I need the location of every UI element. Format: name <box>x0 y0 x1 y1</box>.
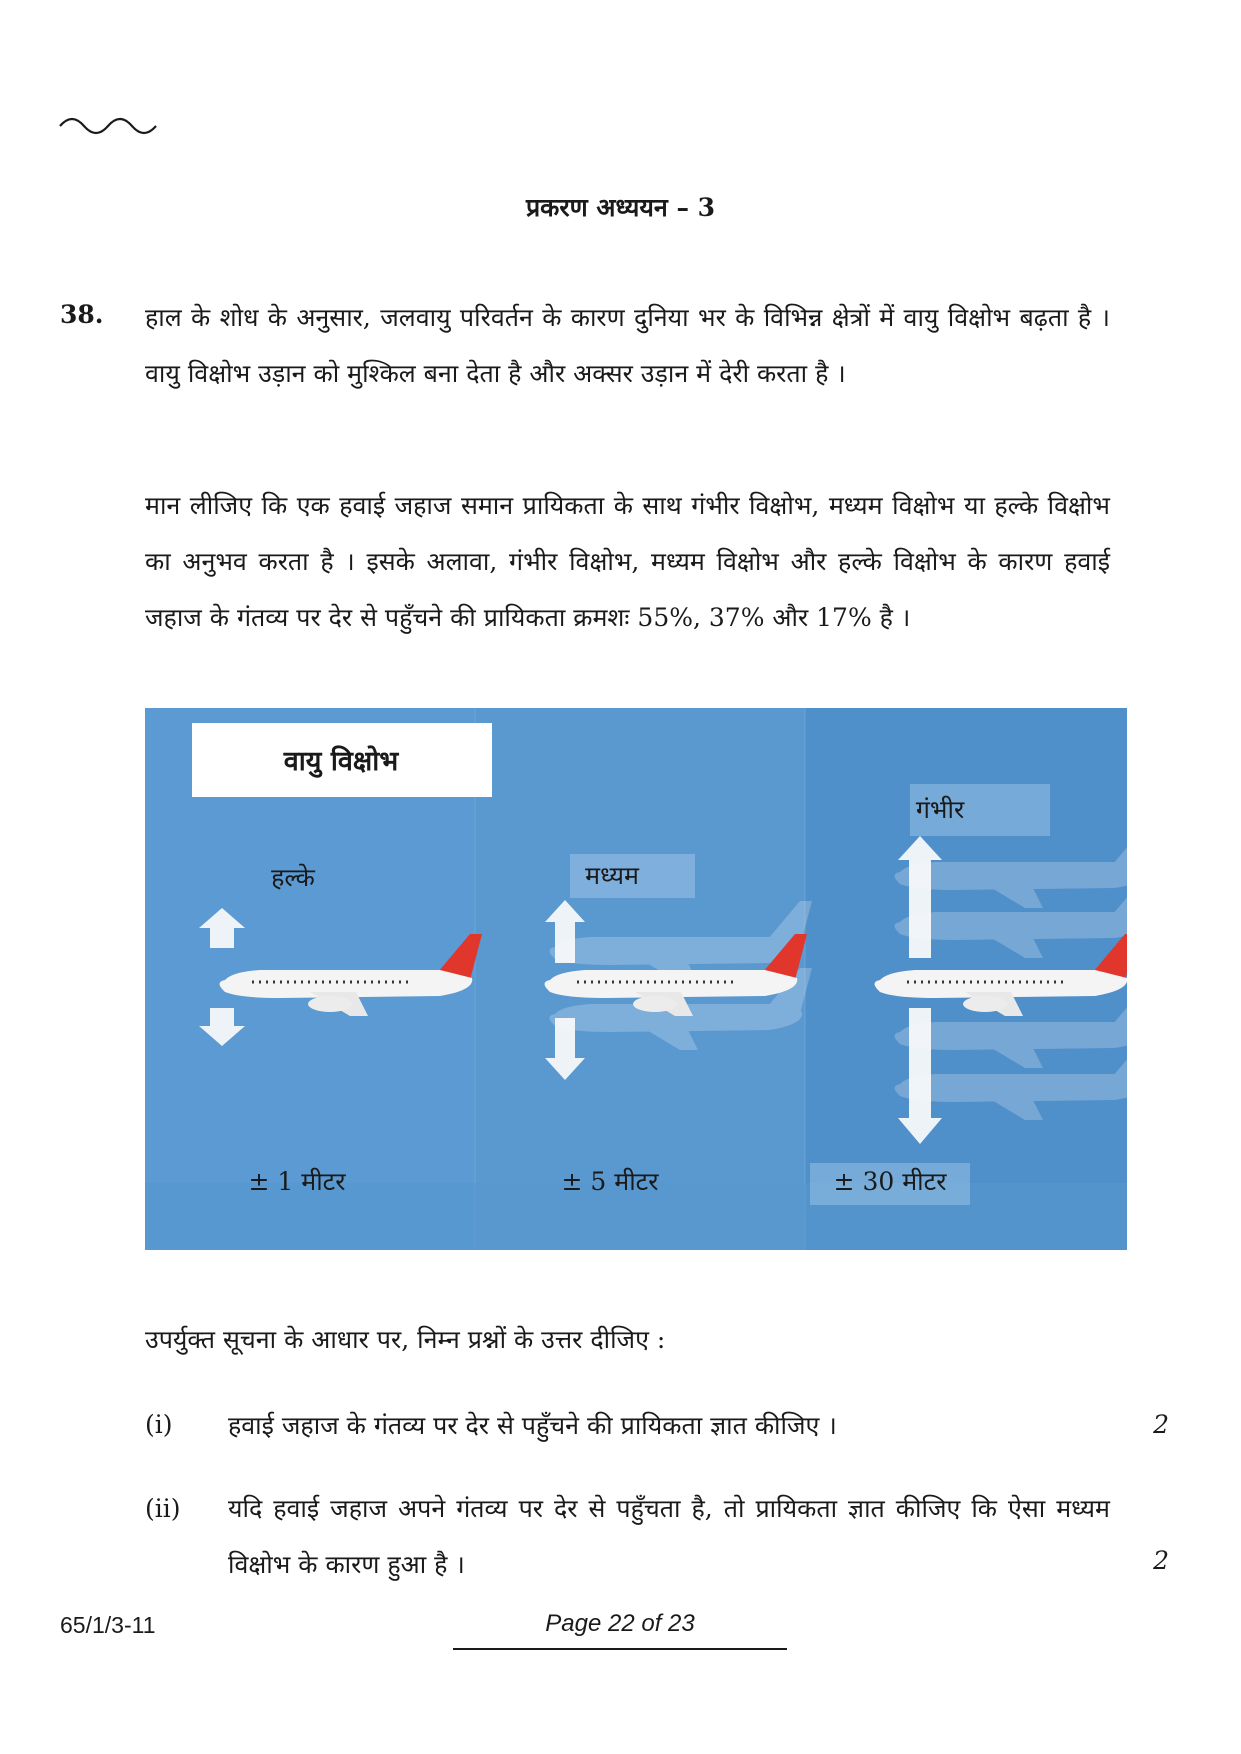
footer-divider <box>453 1648 787 1650</box>
paper-code: 65/1/3-11 <box>60 1612 156 1638</box>
subquestion-1-text: हवाई जहाज के गंतव्य पर देर से पहुँचने की प्रायिकता ज्ञात कीजिए । <box>228 1411 837 1440</box>
subquestion-2-marks: 2 <box>1153 1546 1169 1575</box>
instruction-text: उपर्युक्त सूचना के आधार पर, निम्न प्रश्नों के उत्तर दीजिए : <box>145 1325 666 1354</box>
panel-severe-range: ± 30 मीटर <box>833 1167 947 1196</box>
panel-moderate-label: मध्यम <box>585 861 639 890</box>
wavy-line-icon <box>58 108 162 138</box>
subquestion-1-marks: 2 <box>1153 1410 1169 1439</box>
subquestion-2-text: यदि हवाई जहाज अपने गंतव्य पर देर से पहुँचता है, तो प्रायिकता ज्ञात कीजिए कि ऐसा मध्यम विक्षोभ के कारण हुआ है । <box>228 1494 1110 1579</box>
panel-severe-label: गंभीर <box>915 795 965 824</box>
subquestion-2-label: (ii) <box>145 1494 181 1523</box>
figure-title: वायु विक्षोभ <box>283 746 399 777</box>
panel-moderate-range: ± 5 मीटर <box>561 1167 659 1196</box>
question-number: 38. <box>60 300 104 329</box>
section-heading: प्रकरण अध्ययन – 3 <box>525 193 716 222</box>
subquestion-1-label: (i) <box>145 1410 173 1439</box>
panel-light-range: ± 1 मीटर <box>248 1167 346 1196</box>
panel-light-label: हल्के <box>271 863 315 892</box>
question-paragraph-1: हाल के शोध के अनुसार, जलवायु परिवर्तन के कारण दुनिया भर के विभिन्न क्षेत्रों में वायु विक्षोभ बढ़ता है । वायु विक्षोभ उड़ान को मुश्किल बना देता है और अक्सर उड़ान में देरी करता है । <box>145 303 1110 388</box>
question-paragraph-2: मान लीजिए कि एक हवाई जहाज समान प्रायिकता के साथ गंभीर विक्षोभ, मध्यम विक्षोभ या हल्के विक्षोभ का अनुभव करता है । इसके अलावा, गंभीर विक्षोभ, मध्यम विक्षोभ और हल्के विक्षोभ के कारण हवाई जहाज के गंतव्य पर देर से पहुँचने की प्रायिकता क्रमशः 55%, 37% और 17% है । <box>145 491 1110 632</box>
turbulence-figure <box>145 708 1127 1250</box>
page-number: Page 22 of 23 <box>545 1610 695 1637</box>
